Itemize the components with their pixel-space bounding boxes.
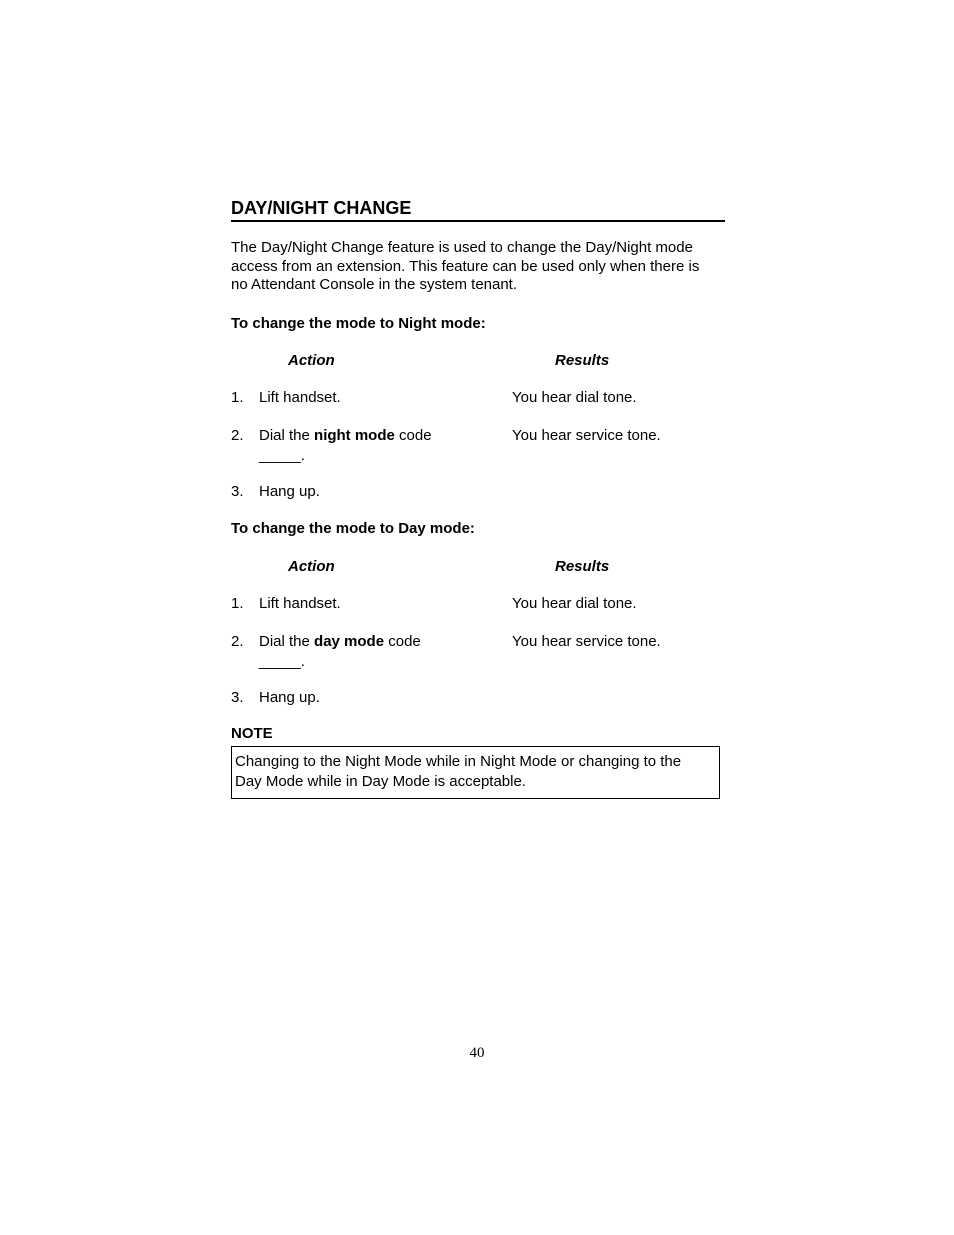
night-step-2-text-bold: night mode <box>314 427 395 444</box>
day-step-2-number: 2. <box>231 633 244 650</box>
night-step-1-action: Lift handset. <box>259 389 341 406</box>
intro-line: no Attendant Console in the system tenant. <box>231 276 518 293</box>
night-step-2-text-pre: Dial the <box>259 427 315 444</box>
day-step-2-code-blank: _____. <box>259 653 305 670</box>
day-step-2-text-post: code <box>384 633 421 650</box>
day-step-2-text-pre: Dial the <box>259 633 315 650</box>
night-step-1-result: You hear dial tone. <box>512 389 637 406</box>
intro-line: The Day/Night Change feature is used to change the Day/Night mode <box>231 239 693 256</box>
night-step-2-text-post: code <box>394 427 432 444</box>
day-step-2-result: You hear service tone. <box>512 633 661 650</box>
night-action-header: Action <box>288 352 335 369</box>
intro-paragraph <box>231 239 699 295</box>
note-line: Changing to the Night Mode while in Night Mode or changing to the <box>235 753 682 770</box>
night-step-2-action <box>259 427 432 444</box>
night-mode-heading: To change the mode to Night mode: <box>231 315 486 332</box>
note-label: NOTE <box>231 725 273 742</box>
page-title: DAY/NIGHT CHANGE <box>231 198 725 222</box>
day-step-3-number: 3. <box>231 689 244 706</box>
night-step-3-action: Hang up. <box>259 483 320 500</box>
day-step-3-action: Hang up. <box>259 689 320 706</box>
note-box <box>231 746 720 799</box>
day-step-1-action: Lift handset. <box>259 595 341 612</box>
night-step-2-code-blank: _____. <box>259 447 305 464</box>
intro-line: access from an extension. This feature can be used only when there is <box>231 257 700 275</box>
day-results-header: Results <box>555 558 610 575</box>
day-action-header: Action <box>288 558 335 575</box>
day-mode-heading: To change the mode to Day mode: <box>231 520 475 537</box>
day-step-1-number: 1. <box>231 595 244 612</box>
night-step-2-result: You hear service tone. <box>512 427 661 444</box>
day-step-2-text-bold: day mode <box>314 633 385 650</box>
day-step-1-result: You hear dial tone. <box>512 595 637 612</box>
night-step-3-number: 3. <box>231 483 244 500</box>
day-step-2-action <box>259 633 421 650</box>
night-step-1-number: 1. <box>231 389 244 406</box>
night-step-2-number: 2. <box>231 427 244 444</box>
page-number: 40 <box>469 1045 485 1061</box>
night-results-header: Results <box>555 352 610 369</box>
note-line: Day Mode while in Day Mode is acceptable. <box>235 772 526 790</box>
